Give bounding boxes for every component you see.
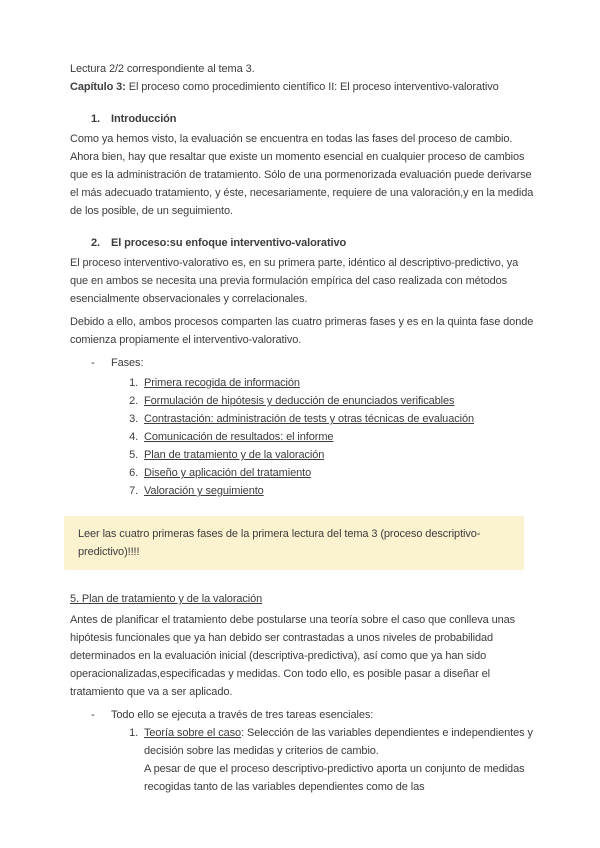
section-2-paragraph-2: Debido a ello, ambos procesos comparten las cuatro primeras fases y es en la quinta fase donde comienza propiamente el interventivo-valorativo. (70, 316, 534, 346)
section-5-heading: 5. Plan de tratamiento y de la valoración (70, 593, 263, 605)
highlight-note-text: Leer las cuatro primeras fases de la primera lectura del tema 3 (proceso descriptivo-predictivo)!!!! (78, 528, 481, 558)
fase-item-text: Contrastación: administración de tests y otras técnicas de evaluación (144, 413, 474, 425)
section-5-paragraph: Antes de planificar el tratamiento debe postularse una teoría sobre el caso que conlleva unas hipótesis funcionales que ya han debido ser contrastadas a unos niveles de probabilidad determinados en la evaluación inicial (descriptiva-predictiva), así como que ya han sido operacionalizadas,especificadas y medidas. Con todo ello, es posible pasar a diseñar el tratamiento que va a ser aplicado. (70, 614, 516, 698)
section-2-title: El proceso:su enfoque interventivo-valorativo (111, 237, 347, 249)
tareas-bullet-row (91, 706, 536, 724)
fase-item (141, 428, 536, 446)
chapter-line (70, 78, 536, 96)
section-2-paragraph-1: El proceso interventivo-valorativo es, en su primera parte, idéntico al descriptivo-predictivo, ya que en ambos se necesita una previa formulación empírica del caso realizada con métodos esencialmente observacionales y correlacionales. (70, 257, 519, 305)
fase-item (141, 410, 536, 428)
fase-item-text: Formulación de hipótesis y deducción de enunciados verificables (144, 395, 455, 407)
tarea-1-paragraph: A pesar de que el proceso descriptivo-predictivo aporta un conjunto de medidas recogidas tanto de las variables dependientes como de las (144, 763, 525, 793)
fase-item (141, 374, 536, 392)
fase-item (141, 446, 536, 464)
fase-item-text: Primera recogida de información (144, 377, 300, 389)
section-2-heading (91, 234, 536, 252)
fases-list (70, 374, 536, 500)
section-2-number: 2. (91, 237, 100, 249)
section-1-number: 1. (91, 113, 100, 125)
dash-marker: - (91, 357, 95, 369)
tarea-item (141, 724, 536, 796)
chapter-title: El proceso como procedimiento científico II: El proceso interventivo-valorativo (128, 81, 499, 93)
tarea-1-title: Teoría sobre el caso (144, 727, 242, 739)
section-1-paragraph: Como ya hemos visto, la evaluación se encuentra en todas las fases del proceso de cambio. Ahora bien, hay que resaltar que existe un momento esencial en cualquier proceso de cambios que es la administración de tratamiento. Sólo de una pormenorizada evaluación puede derivarse el más adecuado tratamiento, y éste, necesariamente, requiere de una valoración,y en la medida de los posible, de un seguimiento. (70, 133, 534, 217)
dash-marker: - (91, 709, 95, 721)
fase-item (141, 392, 536, 410)
section-1-title: Introducción (111, 113, 177, 125)
fases-label: Fases: (111, 357, 144, 369)
fase-item-text: Diseño y aplicación del tratamiento (144, 467, 312, 479)
fases-bullet-row (91, 354, 536, 372)
section-1-heading (91, 110, 536, 128)
fase-item-text: Comunicación de resultados: el informe (144, 431, 334, 443)
highlight-note (64, 516, 524, 570)
fase-item-text: Plan de tratamiento y de la valoración (144, 449, 325, 461)
chapter-label: Capítulo 3: (70, 81, 126, 93)
fase-item (141, 464, 536, 482)
lecture-line: Lectura 2/2 correspondiente al tema 3. (70, 63, 255, 75)
fase-item-text: Valoración y seguimiento (144, 485, 264, 497)
tarea-1-rest: : Selección de las variables dependientes e independientes y decisión sobre las medidas y criterios de cambio. (144, 727, 533, 757)
tareas-list (70, 724, 536, 796)
tareas-label: Todo ello se ejecuta a través de tres tareas esenciales: (111, 709, 374, 721)
fase-item (141, 482, 536, 500)
